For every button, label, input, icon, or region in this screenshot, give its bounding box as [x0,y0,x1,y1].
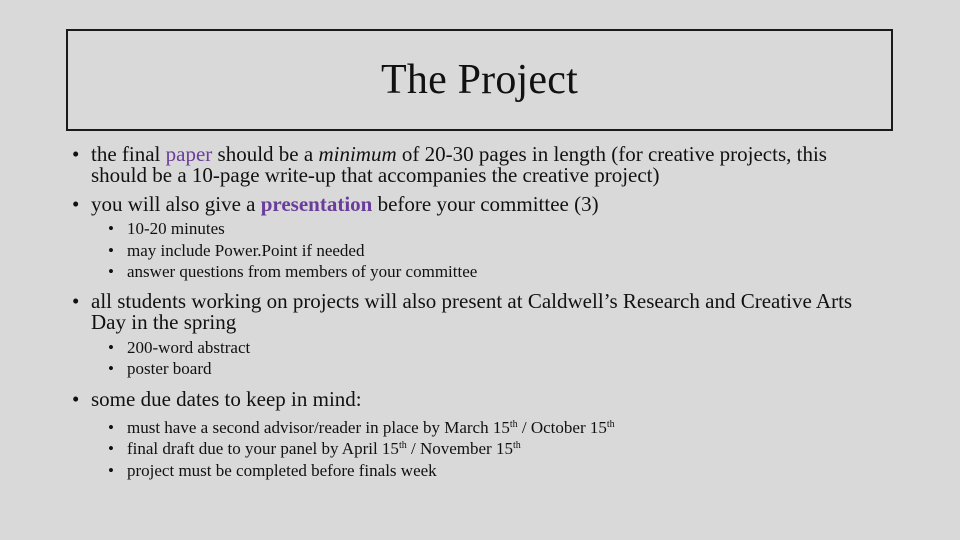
slide-body [72,144,892,481]
bullet-glyph: • [108,240,114,260]
highlight-presentation: presentation [260,192,373,216]
list-item [72,337,892,359]
text: the final [91,142,166,166]
bullet-glyph: • [108,359,114,378]
text: / October 15 [517,417,607,437]
bullet-glyph: • [72,142,80,166]
list-item [72,438,892,460]
list-item [72,218,892,240]
list-item [72,417,892,439]
text: 200-word abstract [127,337,251,357]
bullet-glyph: • [72,386,80,411]
list-item [72,358,892,380]
list-item [72,261,892,283]
text: final draft due to your panel by April 15 [127,439,399,458]
highlight-paper: paper [165,142,213,166]
bullet-research-day [72,288,861,334]
superscript: th [512,440,521,451]
text: project must be completed before finals week [127,460,437,480]
text: some due dates to keep in mind: [91,386,362,411]
text: / November 15 [406,439,513,458]
bullet-glyph: • [108,337,114,357]
sublist-due-dates [72,417,892,482]
text: of 20-30 pages in length (for creative projects, this should be a 10-page write-up that accompanies the creative project) [91,142,827,187]
bullet-glyph: • [72,192,80,216]
list-item [72,460,892,482]
bullet-glyph: • [108,219,114,238]
superscript: th [398,440,407,451]
text: all students working on projects will also present at Caldwell’s Research and Creative Arts Day in the spring [91,288,853,334]
list-item [72,240,892,262]
bullet-paper [72,144,836,186]
text: must have a second advisor/reader in place by March 15 [127,417,510,437]
sublist-research-day [72,337,892,380]
text: 10-20 minutes [127,219,225,238]
text: before your committee (3) [372,192,599,216]
text: may include Power.Point if needed [127,240,365,260]
bullet-glyph: • [108,417,114,437]
bullet-glyph: • [108,460,114,480]
title-box [66,29,893,131]
slide-title: The Project [381,57,578,103]
text: answer questions from members of your committee [127,262,478,281]
text: should be a [212,142,319,166]
bullet-presentation [72,194,892,215]
superscript: th [509,418,518,430]
text: poster board [127,359,212,378]
bullet-due-dates [72,386,892,411]
sublist-presentation [72,218,892,283]
emphasis-minimum: minimum [318,142,397,166]
bullet-glyph: • [108,262,114,281]
bullet-glyph: • [108,439,114,458]
text: you will also give a [91,192,261,216]
bullet-glyph: • [72,288,80,313]
superscript: th [606,418,615,430]
